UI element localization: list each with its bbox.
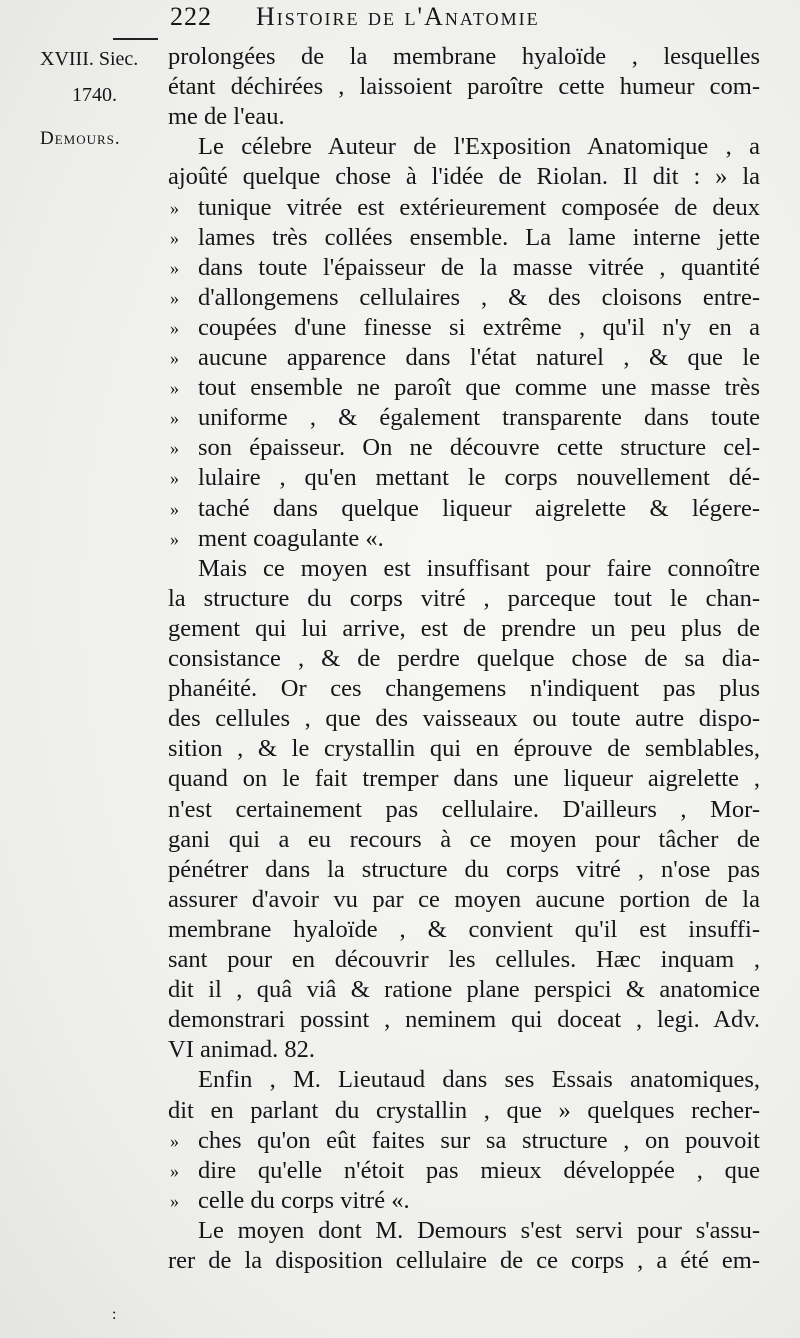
text-line [168, 855, 760, 885]
line-text: lames très collées ensemble. La lame interne jette [198, 223, 760, 251]
text-line [168, 343, 760, 373]
text-line [168, 253, 760, 283]
line-text: membrane hyaloïde , & convient qu'il est insuffi- [168, 915, 760, 943]
text-line [168, 193, 760, 223]
line-text: rer de la disposition cellulaire de ce corps , a été em- [168, 1247, 760, 1274]
quote-mark: » [170, 438, 179, 459]
line-text: phanéité. Or ces changemens n'indiquent pas plus [168, 675, 760, 703]
line-text: dit en parlant du crystallin , que » quelques recher- [168, 1096, 760, 1124]
text-line [168, 1216, 760, 1246]
text-line [168, 975, 760, 1005]
line-text: gement qui lui arrive, est de prendre un peu plus de [168, 614, 760, 642]
line-text: VI animad. 82. [168, 1036, 315, 1064]
line-text: dire qu'elle n'étoit pas mieux développée , que [198, 1156, 760, 1184]
line-text: Enfin , M. Lieutaud dans ses Essais anatomiques, [198, 1066, 760, 1094]
quote-mark: » [170, 408, 179, 429]
line-text: étant déchirées , laissoient paroître cette humeur com- [168, 73, 760, 101]
text-line [168, 1126, 760, 1156]
text-line [168, 584, 760, 614]
line-text: ment coagulante «. [198, 524, 384, 552]
quote-mark: » [170, 287, 179, 308]
text-line [168, 915, 760, 945]
line-text: la structure du corps vitré , parceque tout le chan- [168, 584, 760, 612]
text-line [168, 1186, 760, 1216]
quote-mark: » [170, 317, 179, 338]
line-text: Le moyen dont M. Demours s'est servi pour s'assu- [198, 1216, 760, 1244]
line-text: n'est certainement pas cellulaire. D'ailleurs , Mor- [168, 795, 760, 823]
quote-mark: » [170, 498, 179, 519]
quote-mark: » [170, 1130, 179, 1151]
line-text: Le célebre Auteur de l'Exposition Anatomique , a [198, 133, 760, 161]
line-text: celle du corps vitré «. [198, 1186, 410, 1214]
text-line [168, 1065, 760, 1095]
quote-mark: » [170, 257, 179, 278]
text-line [168, 524, 760, 554]
line-text: tunique vitrée est extérieurement composée de deux [198, 193, 760, 221]
header-rule [113, 38, 158, 40]
text-line [168, 72, 760, 102]
text-line [168, 132, 760, 162]
margin-author: Demours. [40, 128, 121, 149]
text-line [168, 463, 760, 493]
text-line [168, 102, 760, 132]
text-line [168, 494, 760, 524]
quote-mark: » [170, 468, 179, 489]
line-text: tout ensemble ne paroît que comme une masse très [198, 374, 760, 402]
quote-mark: » [170, 528, 179, 549]
line-text: des cellules , que des vaisseaux ou toute autre dispo- [168, 705, 760, 733]
line-text: dans toute l'épaisseur de la masse vitrée , quantité [198, 253, 760, 281]
text-line [168, 42, 760, 72]
text-line [168, 373, 760, 403]
page-header [160, 2, 680, 34]
line-text: me de l'eau. [168, 103, 285, 131]
quote-mark: » [170, 1160, 179, 1181]
line-text: sition , & le crystallin qui en éprouve de semblables, [168, 735, 760, 763]
line-text: son épaisseur. On ne découvre cette structure cel- [198, 434, 760, 462]
line-text: assurer d'avoir vu par ce moyen aucune portion de la [168, 885, 760, 913]
line-text: coupées d'une finesse si extrême , qu'il n'y en a [198, 313, 760, 341]
text-line [168, 1005, 760, 1035]
text-line [168, 644, 760, 674]
text-line [168, 764, 760, 794]
text-line [168, 1246, 760, 1276]
page-number: 222 [170, 2, 212, 31]
footer-mark: : [112, 1306, 117, 1323]
margin-century: XVIII. Siec. [40, 48, 139, 70]
line-text: dit il , quâ viâ & ratione plane perspici & anatomice [168, 976, 760, 1004]
quote-mark: » [170, 1190, 179, 1211]
text-line [168, 1096, 760, 1126]
quote-mark: » [170, 197, 179, 218]
quote-mark: » [170, 348, 179, 368]
text-line [168, 1156, 760, 1186]
text-line [168, 433, 760, 463]
line-text: consistance , & de perdre quelque chose de sa dia- [168, 645, 760, 672]
text-line [168, 283, 760, 313]
line-text: prolongées de la membrane hyaloïde , lesquelles [168, 43, 760, 70]
text-line [168, 554, 760, 584]
line-text: pénétrer dans la structure du corps vitré , n'ose pas [168, 855, 760, 883]
text-line [168, 403, 760, 433]
text-line [168, 1035, 760, 1065]
text-line [168, 825, 760, 855]
text-line [168, 704, 760, 734]
quote-mark: » [170, 227, 179, 248]
text-line [168, 734, 760, 764]
line-text: lulaire , qu'en mettant le corps nouvellement dé- [198, 464, 760, 492]
running-title: Histoire de l'Anatomie [256, 2, 540, 31]
line-text: demonstrari possint , neminem qui doceat , legi. Adv. [168, 1006, 760, 1034]
text-line [168, 162, 760, 192]
line-text: taché dans quelque liqueur aigrelette & légere- [198, 494, 760, 522]
margin-year: 1740. [72, 84, 117, 106]
quote-mark: » [170, 378, 179, 399]
text-line [168, 674, 760, 704]
text-line [168, 313, 760, 343]
text-line [168, 223, 760, 253]
text-line [168, 885, 760, 915]
line-text: sant pour en découvrir les cellules. Hæc inquam , [168, 946, 760, 973]
line-text: aucune apparence dans l'état naturel , & que le [198, 344, 760, 371]
line-text: ches qu'on eût faites sur sa structure , on pouvoit [198, 1126, 760, 1154]
line-text: d'allongemens cellulaires , & des cloisons entre- [198, 283, 760, 311]
line-text: quand on le fait tremper dans une liqueur aigrelette , [168, 765, 760, 793]
line-text: uniforme , & également transparente dans toute [198, 404, 760, 432]
line-text: Mais ce moyen est insuffisant pour faire connoître [198, 554, 760, 582]
text-line [168, 795, 760, 825]
text-line [168, 945, 760, 975]
line-text: ajoûté quelque chose à l'idée de Riolan. Il dit : » la [168, 163, 760, 191]
line-text: gani qui a eu recours à ce moyen pour tâcher de [168, 825, 760, 853]
text-line [168, 614, 760, 644]
